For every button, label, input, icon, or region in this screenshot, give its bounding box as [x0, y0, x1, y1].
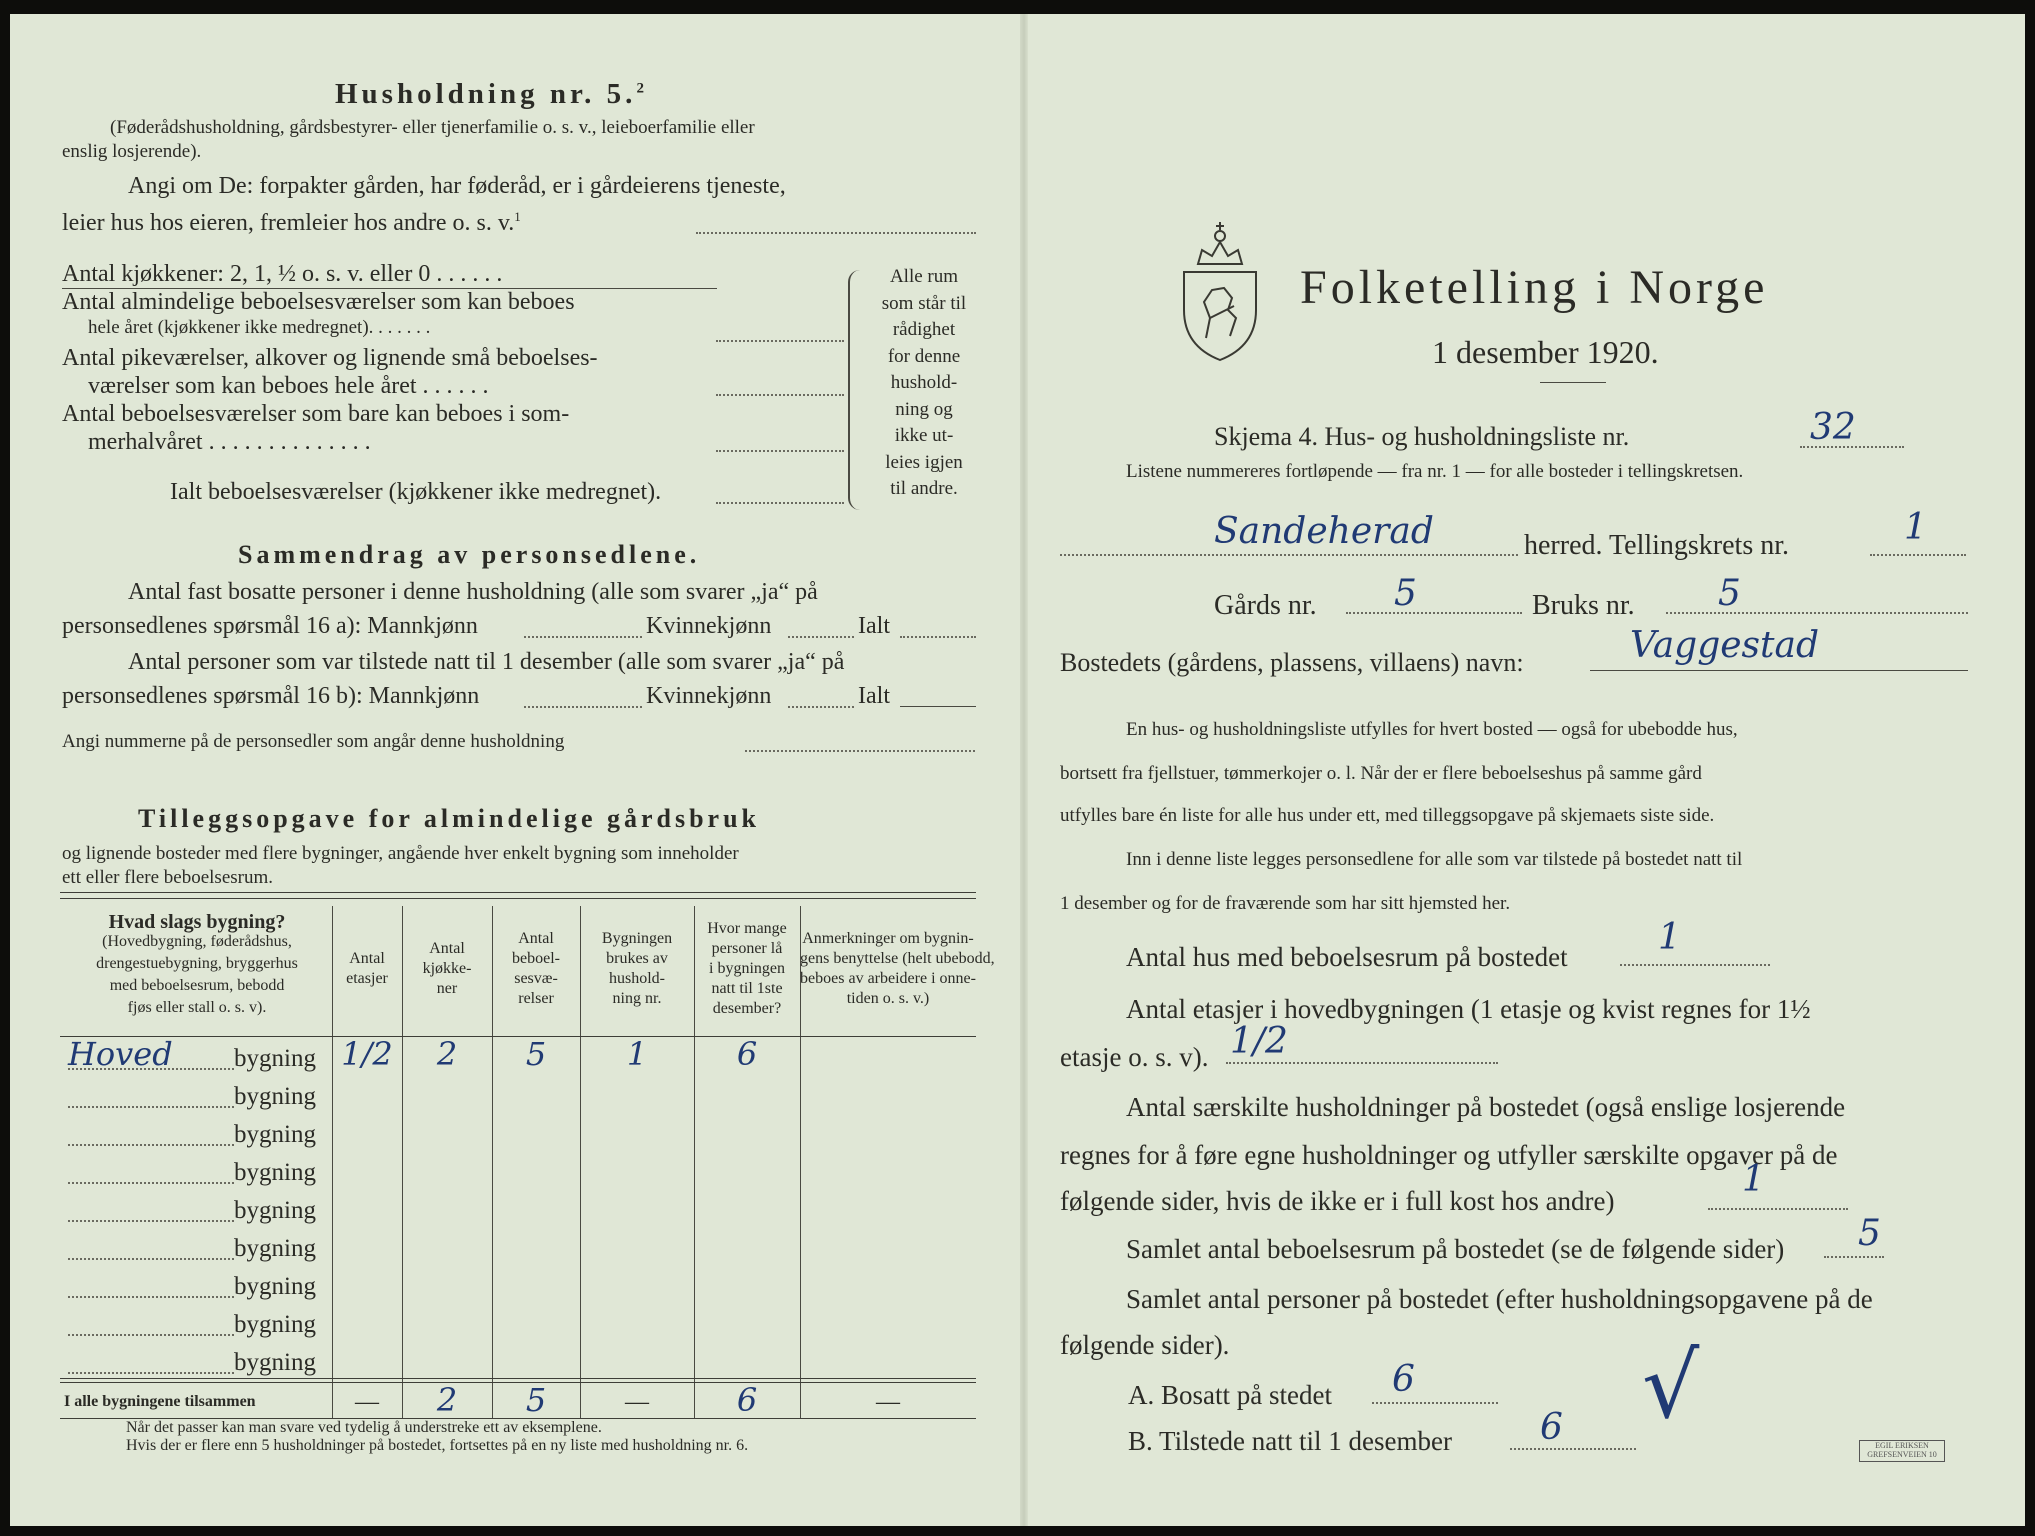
table-cell: 1/2: [341, 1035, 393, 1073]
table-header-line: relser: [518, 990, 554, 1007]
table-header-line: sesvæ-: [514, 970, 558, 987]
q-rum-value: 5: [1858, 1213, 1881, 1254]
table-header-line: gens benyttelse (helt ubebodd,: [800, 950, 995, 967]
table-total-label: I alle bygningene tilsammen: [64, 1393, 256, 1410]
table-cell: 1: [626, 1035, 648, 1073]
table-header-line: natt til 1ste: [711, 980, 783, 997]
q-hus-value: 1: [1658, 917, 1681, 958]
instr-5: 1 desember og for de fraværende som har sitt hjemsted her.: [1060, 893, 1511, 914]
rooms-total-label: Ialt beboelsesværelser (kjøkkener ikke medregnet).: [170, 479, 662, 505]
table-total-cell: 6: [736, 1381, 758, 1419]
rooms-almindelige-1: Antal almindelige beboelsesværelser som kan beboes: [62, 289, 575, 315]
skjema-label: Skjema 4. Hus- og husholdningsliste nr.: [1214, 422, 1630, 451]
census-sheet: [10, 14, 2025, 1526]
right-page: [1028, 14, 2025, 1526]
side-note-line: for denne: [887, 345, 961, 367]
table-header-line: Antal: [429, 940, 465, 957]
row-suffix: bygning: [234, 1311, 316, 1338]
intro-line-1: (Føderådshusholdning, gårdsbestyrer- eller tjenerfamilie o. s. v., leieboerfamilie eller: [110, 117, 755, 138]
q-rum-label: Samlet antal beboelsesrum på bostedet (se de følgende sider): [1126, 1234, 1785, 1264]
rooms-pike-2: værelser som kan beboes hele året . . . . . .: [88, 373, 489, 399]
table-total-cell: 5: [525, 1381, 547, 1419]
row-name-line: [68, 1220, 234, 1222]
left-page: Husholdning nr. 5.$^2$ (Føderådshusholdning, gårdsbestyrer- eller tjenerfamilie o. s. v., leieboerfamilie eller enslig losjerende). Angi om De: forpakter gården, har føderåd, er i gårdeierens tjeneste, leier hus hos eieren, fremleier hos andre o. s. v.$^1$ Antal kjøkkener: 2, 1, ½ o. s. v. eller 0 . . . . . . Antal almindelige beboelsesværelser som kan beboes hele året (kjøkkener ikke medregnet). . . . . . . Antal pikeværelser, alkover og lignende små beboelses- værelser som kan beboes hele året . . . . . . Antal beboelsesværelser som bare kan beboes i som- merhalvåret . . . . . . . . . . . . . . Ialt beboelsesværelser (kjøkkener ikke medregnet). Alle rum som står til rådighet for denne hushold- ning og ikke ut- leies igjen til andre. Sammendrag av personsedlene. Antal fast bosatte personer i denne husholdning (alle som svarer „ja“ på personsedlenes spørsmål 16 a): Mannkjønn Kvinnekjønn Ialt Antal personer som var tilstede natt til 1 desember (alle som svarer „ja“ på personsedlenes spørsmål 16 b): Mannkjønn Kvinnekjønn Ialt Angi nummerne på de personsedler som angår denne husholdning Tilleggsopgave for almindelige gårdsbruk og lignende bosteder med flere bygninger, angående hver enkelt bygning som inneholder ett eller flere beboelsesrum. Hvad slags bygning? (Hovedbygning, føderådshus, drengestuebygning, bryggerhus med beboelsesrum, bebodd fjøs eller stall o. s. v). Antal etasjer Antal kjøkke- ner Antal beboel- sesvæ- relser Bygningen brukes av hushold- ning nr. Hvor mange personer lå i bygningen natt til 1ste desember? Anmerkninger om bygnin- gens benyttelse (helt ubebodd, beboes av arbeidere i onne- tiden o. s. v.) Hoved bygning 1/2 2 5 1 6 bygning bygning bygning bygning bygning bygning bygning bygning I alle bygningene tilsammen — 2 5 — 6 — Når det passer kan man svare ved tydelig å understreke ett av eksemplene. Hvis der er flere enn 5 husholdninger på bostedet, fortsettes på en ny liste med husholdning nr. 6.: [62, 78, 995, 1454]
b-value: 6: [1540, 1407, 1563, 1448]
table-col1-header-line: fjøs eller stall o. s. v).: [127, 999, 267, 1016]
summary-line-5: Angi nummerne på de personsedler som angår denne husholdning: [62, 731, 565, 752]
summary-line-3: Antal personer som var tilstede natt til 1 desember (alle som svarer „ja“ på: [128, 649, 845, 675]
side-note-line: ikke ut-: [894, 425, 954, 446]
table-col1-header-line: med beboelsesrum, bebodd: [109, 977, 285, 994]
row-name-line: [68, 1258, 234, 1260]
gards-label: Gårds nr.: [1214, 590, 1317, 621]
q-pers-2: følgende sider).: [1060, 1330, 1230, 1360]
q-hush-2: regnes for å føre egne husholdninger og utfyller særskilte opgaver på de: [1060, 1140, 1838, 1170]
q-pers-1: Samlet antal personer på bostedet (efter husholdningsopgavene på de: [1126, 1284, 1873, 1314]
table-header-line: Anmerkninger om bygnin-: [802, 930, 974, 947]
q-etasjer-value: 1/2: [1230, 1021, 1288, 1062]
census-title: Folketelling i Norge: [1300, 261, 1769, 314]
addl-intro-1: og lignende bosteder med flere bygninger, angående hver enkelt bygning som inneholder: [62, 843, 739, 864]
side-note-line: rådighet: [892, 319, 956, 340]
herred-value: Sandeherad: [1214, 511, 1434, 552]
table-total-cell: —: [625, 1389, 649, 1415]
row-building-name: Hoved: [68, 1035, 173, 1073]
footnote-1: Når det passer kan man svare ved tydelig å understreke ett av eksemplene.: [126, 1419, 602, 1436]
summary-line-1: Antal fast bosatte personer i denne husholdning (alle som svarer „ja“ på: [128, 579, 818, 605]
bosted-value: Vaggestad: [1630, 625, 1819, 666]
angi-line-1: Angi om De: forpakter gården, har føderåd, er i gårdeierens tjeneste,: [128, 173, 786, 199]
footnote-2: Hvis der er flere enn 5 husholdninger på bostedet, fortsettes på en ny liste med husholdning nr. 6.: [126, 1437, 749, 1454]
instr-2: bortsett fra fjellstuer, tømmerkojer o. l. Når der er flere beboelseshus på samme gård: [1060, 763, 1702, 784]
table-header-line: desember?: [712, 1000, 782, 1017]
row-name-line: [68, 1106, 234, 1108]
instr-3: utfylles bare én liste for alle hus under ett, med tilleggsopgave på skjemaets siste side.: [1060, 805, 1715, 826]
table-header-line: kjøkke-: [422, 960, 472, 977]
instr-1: En hus- og husholdningsliste utfylles for hvert bosted — også for ubebodde hus,: [1126, 719, 1738, 740]
row-name-line: [68, 1182, 234, 1184]
check-mark: √: [1642, 1334, 1700, 1439]
row-name-line: [68, 1334, 234, 1336]
addl-intro-2: ett eller flere beboelsesrum.: [62, 867, 274, 888]
row-suffix: bygning: [234, 1083, 316, 1110]
rooms-kjokkener: Antal kjøkkener: 2, 1, ½ o. s. v. eller 0 . . . . . .: [62, 261, 503, 287]
row-name-line: [68, 1144, 234, 1146]
table-cell: 6: [736, 1035, 758, 1073]
table-header-rule: [60, 1036, 976, 1037]
side-note-line: leies igjen: [885, 451, 963, 473]
table-cell: 5: [525, 1035, 547, 1073]
table-total-cell: 2: [436, 1381, 458, 1419]
table-header-line: Antal: [518, 930, 554, 947]
rooms-sommer-2: merhalvåret . . . . . . . . . . . . . .: [88, 429, 371, 455]
b-label: B. Tilstede natt til 1 desember: [1128, 1426, 1452, 1456]
table-header-line: Bygningen: [601, 930, 673, 947]
q-etasjer-2: etasje o. s. v).: [1060, 1042, 1209, 1072]
intro-line-2: enslig losjerende).: [62, 141, 202, 162]
a-value: 6: [1392, 1359, 1415, 1400]
bosted-label: Bostedets (gårdens, plassens, villaens) navn:: [1060, 648, 1524, 677]
side-note-line: til andre.: [890, 478, 958, 499]
instr-4: Inn i denne liste legges personsedlene for alle som var tilstede på bostedet natt til: [1126, 849, 1743, 870]
q-hush-3: følgende sider, hvis de ikke er i full kost hos andre): [1060, 1186, 1615, 1216]
row-suffix: bygning: [234, 1159, 316, 1186]
table-header-line: brukes av: [606, 950, 668, 967]
row-name-line: [68, 1372, 234, 1374]
table-col1-header-line: drengestuebygning, bryggerhus: [96, 955, 298, 972]
rooms-pike-1: Antal pikeværelser, alkover og lignende små beboelses-: [62, 345, 598, 371]
q-hus-label: Antal hus med beboelsesrum på bostedet: [1126, 942, 1568, 972]
side-note-line: som står til: [881, 292, 967, 314]
a-label: A. Bosatt på stedet: [1128, 1380, 1332, 1410]
angi-line-2: leier hus hos eieren, fremleier hos andre o. s. v.$^1$: [62, 209, 521, 236]
bruks-label: Bruks nr.: [1532, 590, 1635, 621]
table-cell: 2: [436, 1035, 458, 1073]
row-suffix: bygning: [234, 1349, 316, 1376]
krets-value: 1: [1904, 507, 1927, 548]
rooms-almindelige-2: hele året (kjøkkener ikke medregnet). . . . . . .: [88, 317, 431, 338]
q-etasjer-1: Antal etasjer i hovedbygningen (1 etasje og kvist regnes for 1½: [1126, 994, 1811, 1024]
listene-note: Listene nummereres fortløpende — fra nr. 1 — for alle bosteder i tellingskretsen.: [1126, 461, 1744, 482]
table-total-cell: —: [876, 1389, 900, 1415]
q-hush-1: Antal særskilte husholdninger på bostedet (også enslige losjerende: [1126, 1092, 1846, 1122]
rooms-sommer-1: Antal beboelsesværelser som bare kan beboes i som-: [62, 401, 570, 427]
row-name-line: [68, 1296, 234, 1298]
table-total-cell: —: [355, 1389, 379, 1415]
table-header-line: beboel-: [512, 950, 560, 967]
table-header-line: personer lå: [711, 940, 783, 957]
table-header-line: Antal: [349, 950, 385, 967]
table-header-line: beboes av arbeidere i onne-: [800, 970, 976, 987]
angi-answer-line: [696, 232, 976, 234]
page-fold: [1020, 14, 1028, 1526]
table-header-line: etasjer: [346, 970, 388, 987]
summary-line-4: personsedlenes spørsmål 16 b): Mannkjønn: [62, 683, 480, 709]
side-note: [862, 264, 986, 503]
table-header-line: i bygningen: [709, 960, 785, 977]
row-suffix: bygning: [234, 1121, 316, 1148]
bruks-value: 5: [1718, 573, 1741, 614]
table-header-line: tiden o. s. v.): [846, 990, 930, 1007]
summary-line-2: personsedlenes spørsmål 16 a): Mannkjønn: [62, 613, 478, 639]
table-header-line: ning nr.: [612, 990, 662, 1007]
table-body-rule: [60, 1382, 976, 1383]
side-note-line: Alle rum: [889, 266, 959, 287]
row-suffix: bygning: [234, 1197, 316, 1224]
printer-stamp: EGIL ERIKSEN GREFSENVEIEN 10: [1859, 1440, 1945, 1462]
gards-value: 5: [1394, 573, 1417, 614]
side-note-line: ning og: [895, 398, 953, 420]
table-header-line: hushold-: [609, 970, 665, 987]
row-suffix: bygning: [234, 1045, 316, 1072]
table-col1-header-line: (Hovedbygning, føderådshus,: [102, 933, 292, 950]
skjema-number: 32: [1810, 407, 1856, 448]
row-suffix: bygning: [234, 1273, 316, 1300]
q-hush-value: 1: [1742, 1159, 1765, 1200]
census-date: 1 desember 1920.: [1432, 334, 1659, 370]
table-col1-header-line: Hvad slags bygning?: [108, 911, 286, 933]
summary-title: Sammendrag av personsedlene.: [238, 540, 701, 569]
household-title: Husholdning nr. 5.$^2$: [335, 78, 648, 110]
table-body-rule: [60, 1378, 976, 1379]
table-header-line: ner: [436, 980, 458, 997]
table-header-line: Hvor mange: [707, 920, 787, 937]
addl-title: Tilleggsopgave for almindelige gårdsbruk: [138, 804, 761, 833]
side-note-line: hushold-: [890, 372, 958, 393]
herred-label: herred. Tellingskrets nr.: [1524, 530, 1790, 561]
norway-coat-of-arms-icon: [1176, 206, 1264, 364]
row-suffix: bygning: [234, 1235, 316, 1262]
